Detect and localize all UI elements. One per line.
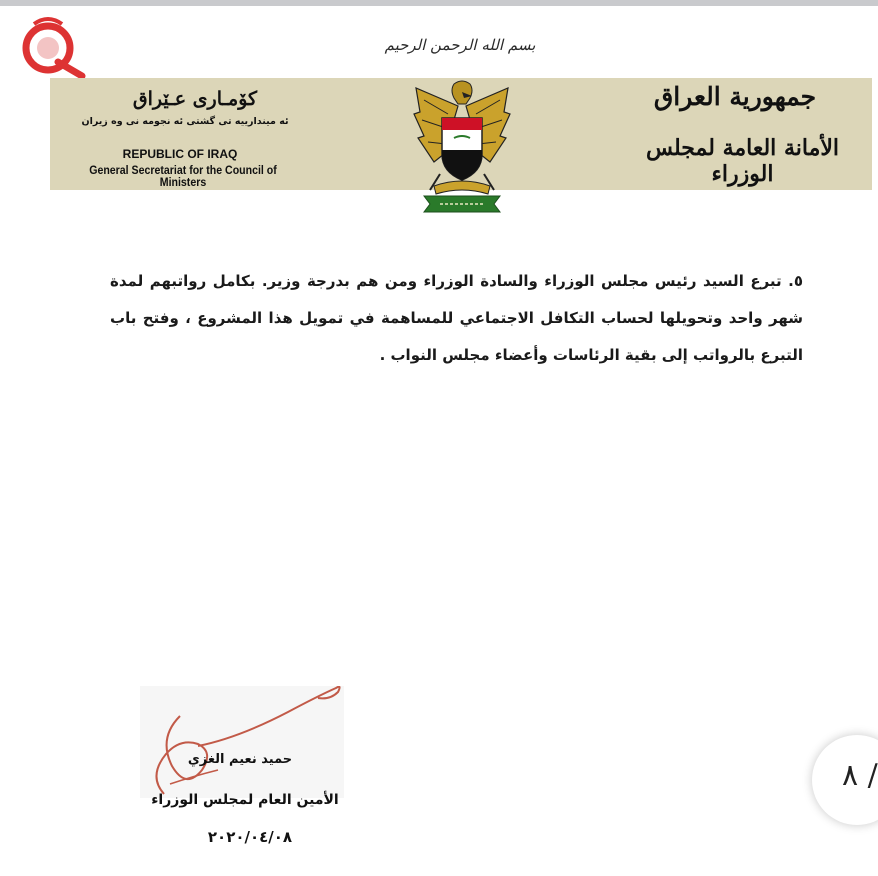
arabic-subtitle: الأمانة العامة لمجلس الوزراء (645, 135, 840, 187)
kurdish-title: كۆمـاری عـێراق (132, 88, 258, 110)
page-number: ٨ / (842, 758, 878, 793)
signatory-role: الأمين العام لمجلس الوزراء (151, 792, 339, 808)
signature-date: ٢٠٢٠/٠٤/٠٨ (207, 828, 293, 846)
kurdish-subtitle: ئه‌ میندارییه‌ تی گشتی ئه‌ نجومه‌ نی وه‌ زیران (81, 116, 289, 127)
signatory-name: حميد نعيم الغزي (187, 752, 293, 767)
iraq-eagle-emblem-icon (410, 78, 514, 218)
basmala: بسم الله الرحمن الرحيم (384, 36, 536, 54)
english-subtitle: General Secretariat for the Council of Ministers (89, 165, 277, 189)
decision-paragraph: ٥. تبرع السيد رئيس مجلس الوزراء والسادة الوزراء ومن هم بدرجة وزير. بكامل رواتبهم لمدة شهر واحد وتحويلها لحساب التكافل الاجتماعي للمساهمة في تمويل هذا المشروع ، وفتح باب التبرع بالرواتب إلى بقية الرئاسات وأعضاء مجلس النواب . (110, 272, 803, 364)
english-title: REPUBLIC OF IRAQ (122, 147, 238, 161)
signature-icon (140, 686, 344, 798)
iq-logo-icon (18, 14, 86, 88)
arabic-title: جمهورية العراق (653, 82, 817, 111)
